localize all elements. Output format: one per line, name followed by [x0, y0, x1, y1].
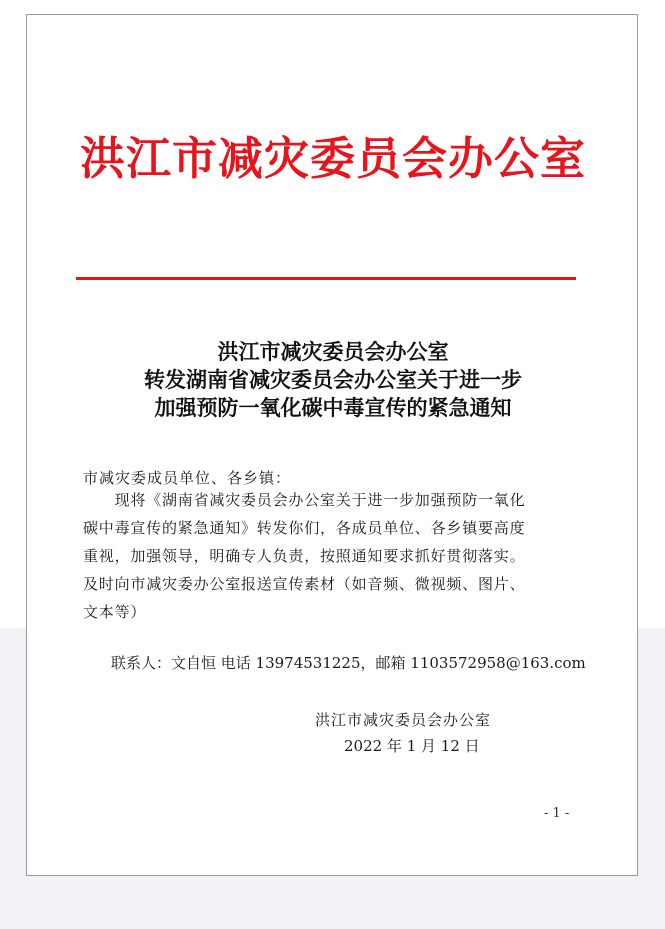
letterhead: 洪江市减灾委员会办公室	[79, 132, 586, 185]
paragraph-line: 重视，加强领导，明确专人负责，按照通知要求抓好贯彻落实。	[83, 547, 526, 565]
signature-date: 2022 年 1 月 12 日	[344, 737, 480, 755]
page-number: - 1 -	[544, 806, 570, 821]
paragraph-line: 现将《湖南省减灾委员会办公室关于进一步加强预防一氧化	[83, 491, 526, 509]
paragraph-line: 碳中毒宣传的紧急通知》转发你们，各成员单位、各乡镇要高度	[83, 519, 526, 537]
document-title	[27, 338, 639, 422]
body-paragraph	[83, 486, 608, 626]
contact-info: 联系人：文自恒 电话 13974531225，邮箱 1103572958@163.com	[111, 654, 586, 672]
title-line: 洪江市减灾委员会办公室	[217, 339, 449, 364]
paragraph-line: 文本等）	[83, 603, 147, 621]
red-rule	[76, 277, 576, 280]
salutation: 市减灾委成员单位、各乡镇：	[83, 469, 292, 487]
document-page	[26, 14, 638, 876]
title-line: 加强预防一氧化碳中毒宣传的紧急通知	[154, 395, 512, 420]
signature-organization: 洪江市减灾委员会办公室	[315, 711, 492, 729]
title-line: 转发湖南省减灾委员会办公室关于进一步	[144, 367, 522, 392]
paragraph-line: 及时向市减灾委办公室报送宣传素材（如音频、微视频、图片、	[83, 575, 526, 593]
